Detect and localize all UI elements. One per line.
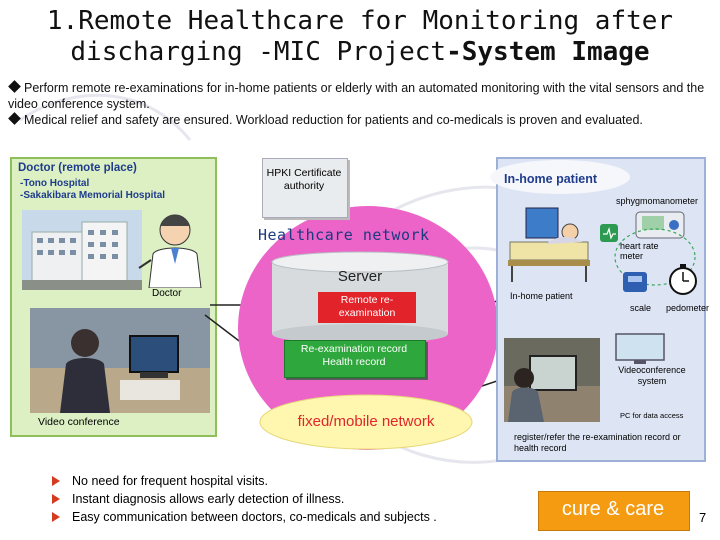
healthcare-network-label: Healthcare network xyxy=(258,226,430,244)
doctor-box-title: Doctor (remote place) xyxy=(18,162,137,174)
benefits-list xyxy=(52,472,437,526)
benefit-item-1 xyxy=(52,472,437,490)
title-line-2-a: discharging -MIC Project xyxy=(70,37,447,67)
benefit-item-2 xyxy=(52,490,437,508)
cure-care-label: cure & care xyxy=(561,498,665,520)
remote-reexamination-label: Remote re-examination xyxy=(338,294,396,319)
title-line-1: 1.Remote Healthcare for Monitoring after xyxy=(46,6,674,36)
home-box-title: In-home patient xyxy=(504,172,598,186)
sphygmomanometer-label: sphygmomanometer xyxy=(616,196,699,206)
register-refer-label: register/refer the re-examination record or health record xyxy=(514,432,681,453)
hpki-label: HPKI Certificate authority xyxy=(266,167,342,192)
bullet-1-text: Perform remote re-examinations for in-home patients or elderly with an automated monitoring with the vital sensors and the video conference system. xyxy=(8,81,705,111)
scale-label: scale xyxy=(630,303,652,313)
arrow-bullet-icon xyxy=(52,494,60,504)
pedometer-icon xyxy=(666,262,700,296)
record-label: Re-examination record Health record xyxy=(300,343,408,368)
patient-bed-illustration xyxy=(506,202,594,288)
fixed-mobile-network-label: fixed/mobile network xyxy=(297,413,435,430)
videoconference-system-label: Videoconference system xyxy=(618,365,686,386)
hospital-2: -Sakakibara Memorial Hospital xyxy=(20,190,166,201)
benefit-item-3 xyxy=(52,508,437,526)
server-label: Server xyxy=(337,268,383,285)
bullet-2-text: Medical relief and safety are ensured. Workload reduction for patients and co-medicals is proven and evaluated. xyxy=(24,113,643,127)
video-conference-label: Video conference xyxy=(38,416,120,428)
pedometer-label: pedometer xyxy=(666,303,710,313)
in-home-patient-label: In-home patient xyxy=(510,291,573,301)
benefit-item-3-text: Easy communication between doctors, co-medicals and subjects . xyxy=(72,510,437,524)
doctor-label: Doctor xyxy=(152,288,182,299)
videoconference-system-photo xyxy=(504,338,600,422)
arrow-bullet-icon xyxy=(52,476,60,486)
pc-data-access-label: PC for data access xyxy=(620,411,684,420)
pc-monitor-icon xyxy=(612,332,668,366)
scale-icon xyxy=(622,270,648,294)
arrow-bullet-icon xyxy=(52,512,60,522)
benefit-item-2-text: Instant diagnosis allows early detection of illness. xyxy=(72,492,345,506)
page-number: 7 xyxy=(699,510,707,525)
title-line-2-b: -System Image xyxy=(446,37,650,67)
heart-rate-meter-label: heart rate meter xyxy=(620,241,659,261)
hospital-1: -Tono Hospital xyxy=(20,178,90,189)
benefit-item-1-text: No need for frequent hospital visits. xyxy=(72,474,268,488)
